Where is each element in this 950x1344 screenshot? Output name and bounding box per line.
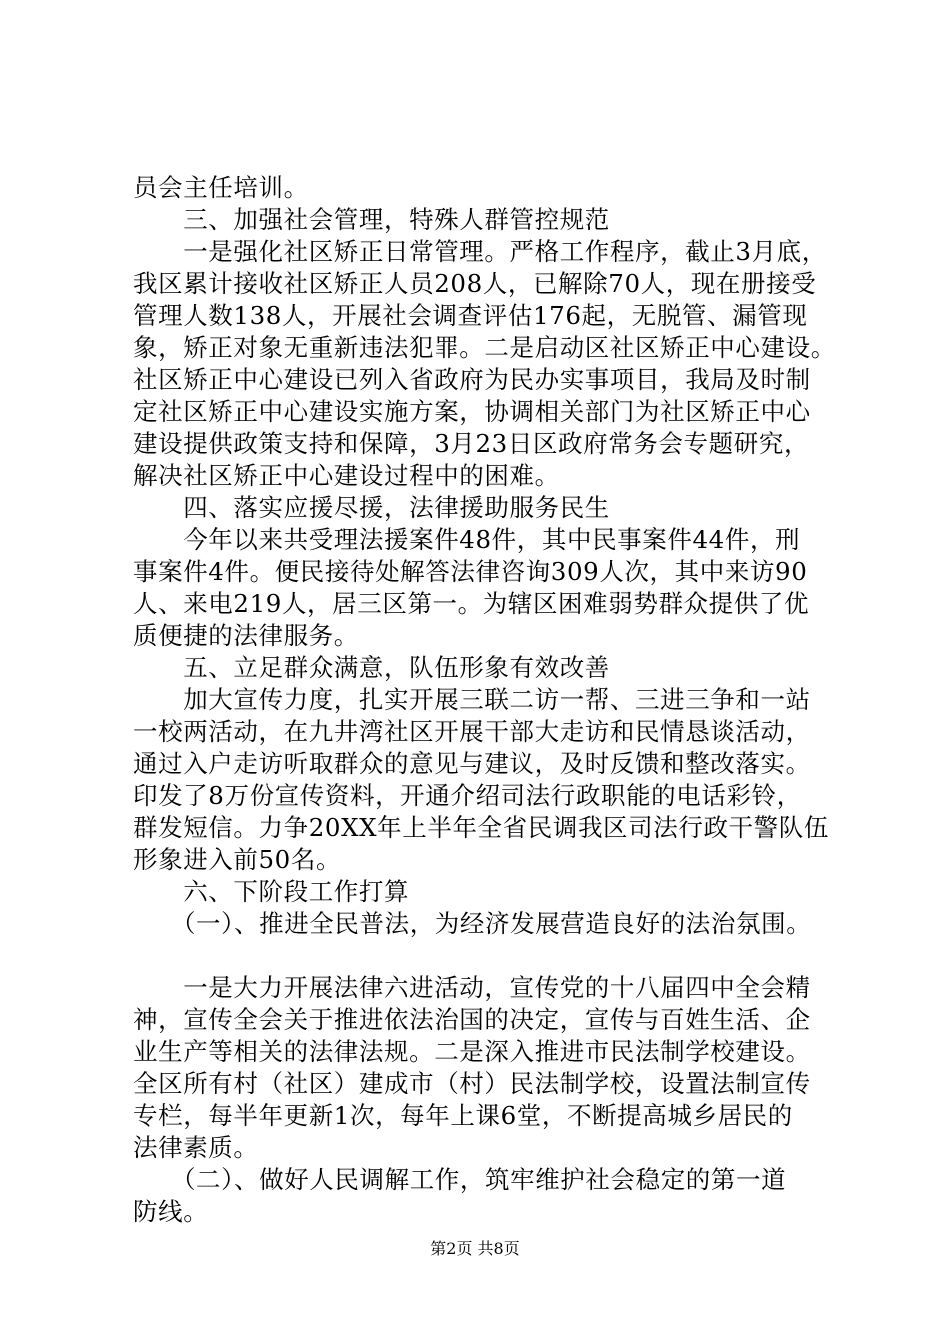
section-heading: 五、立足群众满意，队伍形象有效改善 bbox=[133, 653, 610, 682]
section-heading: 三、加强社会管理，特殊人群管控规范 bbox=[133, 205, 610, 234]
text-line: 解决社区矫正中心建设过程中的困难。 bbox=[133, 461, 560, 490]
text-line: 社区矫正中心建设已列入省政府为民办实事项目，我局及时制 bbox=[133, 365, 811, 394]
text-line: 一是强化社区矫正日常管理。严格工作程序，截止3月底， bbox=[133, 237, 827, 266]
text-line: 今年以来共受理法援案件48件，其中民事案件44件，刑 bbox=[133, 525, 801, 554]
text-line: 全区所有村（社区）建成市（村）民法制学校，设置法制宣传 bbox=[133, 1069, 811, 1098]
section-heading: 四、落实应援尽援，法律援助服务民生 bbox=[133, 493, 610, 522]
text-line: 人、来电219人，居三区第一。为辖区困难弱势群众提供了优 bbox=[133, 589, 810, 618]
text-line: 象，矫正对象无重新违法犯罪。二是启动区社区矫正中心建设。 bbox=[133, 333, 836, 362]
text-line: 质便捷的法律服务。 bbox=[133, 621, 359, 650]
text-line: 管理人数138人，开展社会调查评估176起，无脱管、漏管现 bbox=[133, 301, 808, 330]
text-line: 防线。 bbox=[133, 1197, 209, 1226]
subsection-heading: （一）、推进全民普法，为经济发展营造良好的法治氛围。 bbox=[133, 909, 812, 938]
text-line: 事案件4件。便民接待处解答法律咨询309人次，其中来访90 bbox=[133, 557, 808, 586]
text-line: 一是大力开展法律六进活动，宣传党的十八届四中全会精 bbox=[133, 973, 811, 1002]
subsection-heading: （二）、做好人民调解工作，筑牢维护社会稳定的第一道 bbox=[133, 1165, 787, 1194]
text-line: 专栏，每半年更新1次，每年上课6堂，不断提高城乡居民的 bbox=[133, 1101, 793, 1130]
text-line: 法律素质。 bbox=[133, 1133, 259, 1162]
text-line: 我区累计接收社区矫正人员208人，已解除70人，现在册接受 bbox=[133, 269, 817, 298]
text-line: 员会主任培训。 bbox=[133, 173, 309, 202]
page-footer: 第2页 共8页 bbox=[430, 1239, 520, 1258]
text-line: 加大宣传力度，扎实开展三联二访一帮、三进三争和一站 bbox=[133, 685, 811, 714]
text-line: 形象进入前50名。 bbox=[133, 845, 342, 874]
text-line: 神，宣传全会关于推进依法治国的决定，宣传与百姓生活、企 bbox=[133, 1005, 811, 1034]
text-line: 群发短信。力争20XX年上半年全省民调我区司法行政干警队伍 bbox=[133, 813, 829, 842]
text-line: 一校两活动，在九井湾社区开展干部大走访和民情恳谈活动， bbox=[133, 717, 811, 746]
text-line: 业生产等相关的法律法规。二是深入推进市民法制学校建设。 bbox=[133, 1037, 811, 1066]
section-heading: 六、下阶段工作打算 bbox=[133, 877, 410, 906]
text-line: 通过入户走访听取群众的意见与建议，及时反馈和整改落实。 bbox=[133, 749, 811, 778]
text-line: 建设提供政策支持和保障，3月23日区政府常务会专题研究， bbox=[133, 429, 810, 458]
text-line: 印发了8万份宣传资料，开通介绍司法行政职能的电话彩铃， bbox=[133, 781, 802, 810]
text-line: 定社区矫正中心建设实施方案，协调相关部门为社区矫正中心 bbox=[133, 397, 811, 426]
